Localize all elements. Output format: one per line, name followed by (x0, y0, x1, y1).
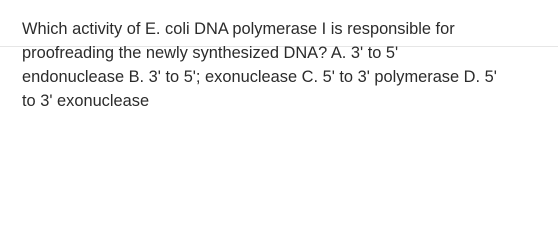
question-line-3: endonuclease B. 3' to 5'; exonuclease C. 5' to 3' polymerase D. 5' (22, 68, 497, 86)
question-text (22, 17, 552, 113)
question-line-2: proofreading the newly synthesized DNA? A. 3' to 5' (22, 44, 399, 62)
question-line-1: Which activity of E. coli DNA polymerase I is responsible for (22, 20, 455, 38)
question-line-4: to 3' exonuclease (22, 92, 150, 110)
